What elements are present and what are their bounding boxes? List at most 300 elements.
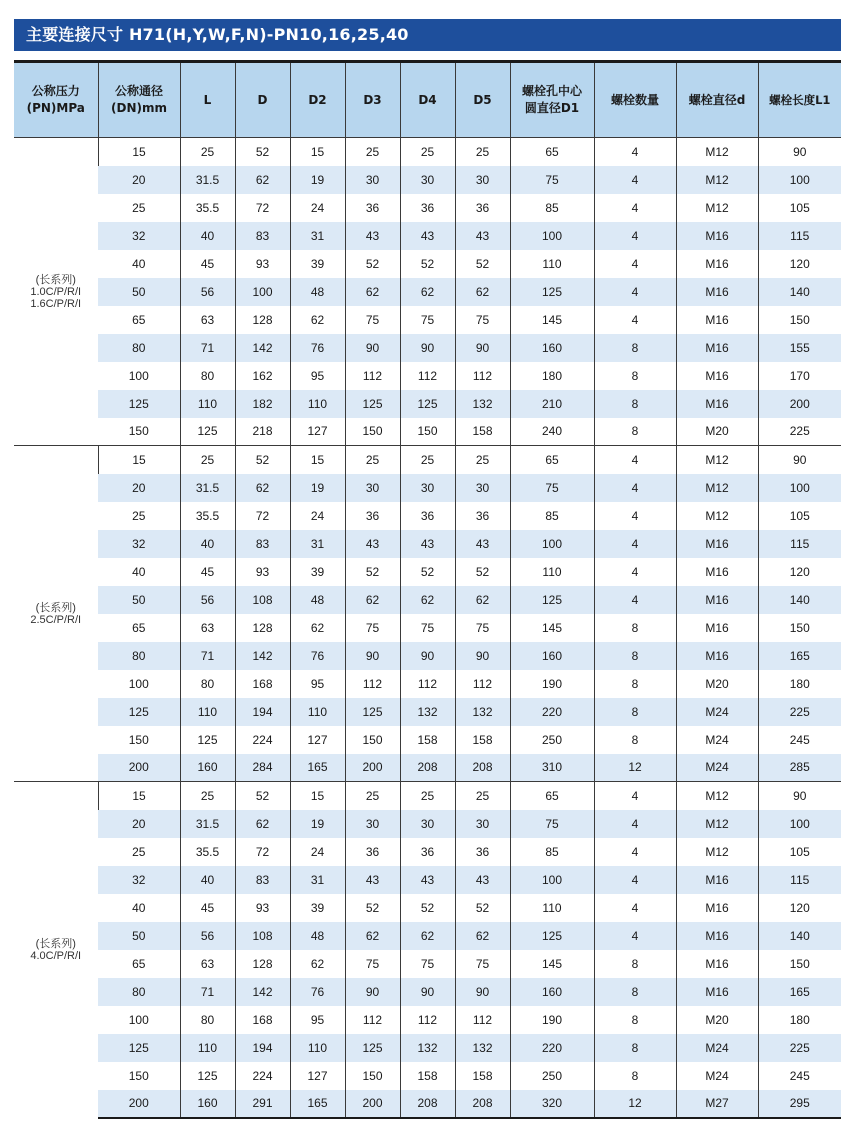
cell-L: 125 [180, 1062, 235, 1090]
table-row [14, 754, 841, 782]
cell-D2: 76 [290, 334, 345, 362]
cell-bolt-dia: M16 [676, 894, 758, 922]
cell-D: 108 [235, 922, 290, 950]
cell-D3: 30 [345, 474, 400, 502]
cell-D3: 150 [345, 1062, 400, 1090]
cell-D5: 132 [455, 698, 510, 726]
cell-D5: 132 [455, 1034, 510, 1062]
cell-bolt-dia: M20 [676, 670, 758, 698]
cell-bolt-len: 100 [758, 810, 841, 838]
cell-D2: 95 [290, 670, 345, 698]
cell-D3: 200 [345, 754, 400, 782]
cell-L: 25 [180, 446, 235, 474]
cell-D3: 75 [345, 614, 400, 642]
pressure-group-label [14, 782, 98, 1118]
table-row [14, 250, 841, 278]
cell-D: 62 [235, 810, 290, 838]
cell-D2: 15 [290, 446, 345, 474]
table-row [14, 558, 841, 586]
cell-bolt-dia: M16 [676, 222, 758, 250]
cell-dn: 32 [132, 872, 146, 887]
cell-D3: 112 [345, 670, 400, 698]
cell-D5: 43 [455, 222, 510, 250]
cell-bolt-dia: M16 [676, 642, 758, 670]
cell-dn: 15 [98, 782, 180, 810]
cell-bolt-len: 100 [758, 474, 841, 502]
cell-bolt-len: 225 [758, 418, 841, 446]
cell-L: 80 [180, 1006, 235, 1034]
cell-L: 56 [180, 922, 235, 950]
cell-D5: 25 [455, 138, 510, 166]
cell-bolt-dia: M12 [676, 838, 758, 866]
header-dn: 公称通径 (DN)mm [98, 62, 180, 138]
cell-bolt-dia: M20 [676, 418, 758, 446]
cell-bolt-dia: M16 [676, 978, 758, 1006]
cell-D5: 158 [455, 1062, 510, 1090]
cell-D4: 158 [400, 1062, 455, 1090]
cell-dn: 40 [132, 564, 146, 579]
cell-D2: 95 [290, 362, 345, 390]
table-row [14, 474, 841, 502]
cell-D: 72 [235, 194, 290, 222]
cell-D4: 43 [400, 222, 455, 250]
cell-D4: 112 [400, 1006, 455, 1034]
cell-L: 45 [180, 558, 235, 586]
cell-D: 284 [235, 754, 290, 782]
cell-L: 31.5 [180, 810, 235, 838]
cell-D4: 36 [400, 194, 455, 222]
table-row [14, 838, 841, 866]
cell-L: 110 [180, 698, 235, 726]
cell-D5: 30 [455, 810, 510, 838]
cell-bolt-qty: 4 [594, 278, 676, 306]
cell-D5: 90 [455, 978, 510, 1006]
cell-D5: 75 [455, 306, 510, 334]
cell-D3: 36 [345, 194, 400, 222]
cell-D3: 112 [345, 1006, 400, 1034]
cell-L: 63 [180, 950, 235, 978]
header-bolt-dia: 螺栓直径d [676, 62, 758, 138]
cell-D2: 31 [290, 866, 345, 894]
cell-D4: 25 [400, 782, 455, 810]
table-body [14, 138, 841, 1118]
cell-dn: 125 [128, 396, 149, 411]
cell-D4: 62 [400, 922, 455, 950]
cell-D2: 19 [290, 166, 345, 194]
cell-bolt-qty: 4 [594, 530, 676, 558]
cell-D4: 25 [400, 138, 455, 166]
cell-bolt-len: 115 [758, 866, 841, 894]
cell-D4: 62 [400, 278, 455, 306]
table-row [14, 950, 841, 978]
cell-D: 108 [235, 586, 290, 614]
cell-dn: 20 [132, 172, 146, 187]
cell-D5: 158 [455, 418, 510, 446]
cell-D5: 43 [455, 530, 510, 558]
pressure-label-line: 1.6C/P/R/I [30, 297, 82, 310]
cell-D5: 62 [455, 586, 510, 614]
cell-D4: 132 [400, 698, 455, 726]
cell-L: 160 [180, 1090, 235, 1118]
cell-dn: 150 [128, 424, 149, 439]
cell-L: 80 [180, 670, 235, 698]
cell-D5: 62 [455, 922, 510, 950]
cell-D: 168 [235, 1006, 290, 1034]
cell-D2: 48 [290, 922, 345, 950]
cell-dn: 50 [132, 928, 146, 943]
cell-dn: 125 [128, 1040, 149, 1055]
cell-D1: 250 [510, 1062, 594, 1090]
cell-D5: 36 [455, 194, 510, 222]
cell-D1: 190 [510, 1006, 594, 1034]
cell-bolt-qty: 8 [594, 390, 676, 418]
cell-L: 35.5 [180, 838, 235, 866]
cell-bolt-len: 90 [758, 446, 841, 474]
cell-bolt-qty: 8 [594, 670, 676, 698]
cell-bolt-len: 100 [758, 166, 841, 194]
cell-D3: 200 [345, 1090, 400, 1118]
cell-D3: 75 [345, 306, 400, 334]
cell-D2: 62 [290, 950, 345, 978]
cell-bolt-dia: M16 [676, 586, 758, 614]
cell-bolt-dia: M16 [676, 558, 758, 586]
cell-D: 93 [235, 558, 290, 586]
cell-dn: 65 [132, 956, 146, 971]
cell-bolt-dia: M12 [676, 446, 758, 474]
cell-D4: 30 [400, 166, 455, 194]
cell-bolt-len: 165 [758, 642, 841, 670]
cell-D3: 52 [345, 894, 400, 922]
cell-D5: 62 [455, 278, 510, 306]
cell-bolt-qty: 4 [594, 866, 676, 894]
cell-D2: 39 [290, 250, 345, 278]
cell-D2: 31 [290, 222, 345, 250]
cell-D5: 132 [455, 390, 510, 418]
cell-D2: 48 [290, 278, 345, 306]
cell-dn: 15 [98, 138, 180, 166]
cell-D1: 85 [510, 194, 594, 222]
cell-dn: 15 [98, 446, 180, 474]
cell-D3: 125 [345, 1034, 400, 1062]
cell-D3: 36 [345, 502, 400, 530]
cell-bolt-dia: M16 [676, 334, 758, 362]
cell-D1: 210 [510, 390, 594, 418]
cell-D2: 19 [290, 474, 345, 502]
cell-L: 45 [180, 894, 235, 922]
table-row [14, 586, 841, 614]
cell-bolt-len: 245 [758, 1062, 841, 1090]
cell-D: 162 [235, 362, 290, 390]
cell-bolt-dia: M16 [676, 530, 758, 558]
cell-D3: 43 [345, 866, 400, 894]
cell-dn: 25 [132, 844, 146, 859]
cell-bolt-dia: M16 [676, 306, 758, 334]
cell-D: 194 [235, 698, 290, 726]
cell-D1: 65 [510, 138, 594, 166]
cell-bolt-len: 150 [758, 306, 841, 334]
cell-bolt-len: 295 [758, 1090, 841, 1118]
pressure-label-line: 2.5C/P/R/I [30, 613, 82, 626]
cell-D4: 75 [400, 306, 455, 334]
cell-D5: 158 [455, 726, 510, 754]
cell-D2: 127 [290, 726, 345, 754]
cell-D1: 100 [510, 866, 594, 894]
cell-D1: 160 [510, 334, 594, 362]
cell-D1: 85 [510, 502, 594, 530]
cell-D4: 52 [400, 894, 455, 922]
cell-bolt-qty: 8 [594, 726, 676, 754]
cell-bolt-dia: M12 [676, 502, 758, 530]
cell-L: 160 [180, 754, 235, 782]
cell-L: 31.5 [180, 474, 235, 502]
cell-D2: 15 [290, 138, 345, 166]
pressure-group-label [14, 138, 98, 446]
cell-D1: 100 [510, 222, 594, 250]
cell-bolt-qty: 8 [594, 642, 676, 670]
cell-D1: 125 [510, 586, 594, 614]
cell-D: 142 [235, 978, 290, 1006]
cell-bolt-dia: M16 [676, 278, 758, 306]
table-row [14, 782, 841, 810]
cell-D3: 112 [345, 362, 400, 390]
cell-D3: 125 [345, 390, 400, 418]
cell-L: 125 [180, 418, 235, 446]
cell-bolt-dia: M16 [676, 390, 758, 418]
cell-L: 63 [180, 614, 235, 642]
cell-bolt-dia: M12 [676, 166, 758, 194]
cell-bolt-qty: 8 [594, 950, 676, 978]
cell-bolt-qty: 4 [594, 474, 676, 502]
cell-D2: 76 [290, 642, 345, 670]
cell-D1: 110 [510, 250, 594, 278]
cell-D2: 31 [290, 530, 345, 558]
cell-D4: 52 [400, 250, 455, 278]
cell-D1: 160 [510, 978, 594, 1006]
cell-L: 31.5 [180, 166, 235, 194]
cell-D2: 24 [290, 502, 345, 530]
header-pn: 公称压力 (PN)MPa [14, 62, 98, 138]
cell-D: 62 [235, 166, 290, 194]
cell-D1: 160 [510, 642, 594, 670]
cell-L: 125 [180, 726, 235, 754]
cell-D: 128 [235, 950, 290, 978]
cell-D1: 320 [510, 1090, 594, 1118]
cell-L: 56 [180, 278, 235, 306]
cell-L: 71 [180, 334, 235, 362]
cell-D2: 110 [290, 390, 345, 418]
cell-D2: 110 [290, 698, 345, 726]
cell-D2: 19 [290, 810, 345, 838]
cell-D3: 43 [345, 222, 400, 250]
table-row [14, 194, 841, 222]
cell-D4: 75 [400, 950, 455, 978]
cell-bolt-dia: M12 [676, 194, 758, 222]
cell-bolt-qty: 4 [594, 250, 676, 278]
table-row [14, 446, 841, 474]
cell-bolt-qty: 8 [594, 614, 676, 642]
cell-D2: 95 [290, 1006, 345, 1034]
cell-D5: 25 [455, 782, 510, 810]
cell-bolt-dia: M24 [676, 754, 758, 782]
cell-D3: 150 [345, 418, 400, 446]
cell-bolt-qty: 4 [594, 446, 676, 474]
cell-D: 83 [235, 530, 290, 558]
cell-D1: 65 [510, 446, 594, 474]
cell-dn: 20 [132, 480, 146, 495]
cell-D5: 112 [455, 362, 510, 390]
cell-L: 35.5 [180, 502, 235, 530]
cell-bolt-qty: 8 [594, 1062, 676, 1090]
cell-D3: 150 [345, 726, 400, 754]
cell-D: 142 [235, 642, 290, 670]
cell-D: 128 [235, 306, 290, 334]
table-row [14, 138, 841, 166]
table-row [14, 278, 841, 306]
pressure-label-line: 1.0C/P/R/I [30, 285, 82, 298]
cell-dn: 150 [128, 1068, 149, 1083]
cell-D1: 180 [510, 362, 594, 390]
cell-bolt-qty: 8 [594, 362, 676, 390]
pressure-label-line: (长系列) [35, 601, 76, 614]
cell-L: 45 [180, 250, 235, 278]
cell-D: 93 [235, 250, 290, 278]
cell-bolt-dia: M12 [676, 782, 758, 810]
cell-D3: 25 [345, 446, 400, 474]
cell-bolt-len: 120 [758, 558, 841, 586]
cell-bolt-qty: 12 [594, 754, 676, 782]
cell-D4: 62 [400, 586, 455, 614]
table-row [14, 306, 841, 334]
cell-bolt-len: 115 [758, 530, 841, 558]
cell-D4: 208 [400, 1090, 455, 1118]
cell-D5: 208 [455, 1090, 510, 1118]
cell-D1: 75 [510, 474, 594, 502]
cell-bolt-qty: 8 [594, 1034, 676, 1062]
cell-D2: 165 [290, 754, 345, 782]
cell-bolt-qty: 4 [594, 194, 676, 222]
cell-D1: 145 [510, 950, 594, 978]
cell-bolt-len: 225 [758, 698, 841, 726]
cell-D5: 30 [455, 166, 510, 194]
cell-D5: 30 [455, 474, 510, 502]
cell-bolt-len: 140 [758, 278, 841, 306]
cell-D1: 220 [510, 698, 594, 726]
table-row [14, 810, 841, 838]
cell-bolt-qty: 4 [594, 138, 676, 166]
dimension-table [14, 60, 841, 1119]
cell-D: 142 [235, 334, 290, 362]
cell-dn: 100 [128, 368, 149, 383]
cell-dn: 65 [132, 620, 146, 635]
cell-bolt-qty: 8 [594, 1006, 676, 1034]
cell-dn: 80 [132, 984, 146, 999]
table-row [14, 222, 841, 250]
cell-dn: 65 [132, 312, 146, 327]
cell-bolt-qty: 8 [594, 418, 676, 446]
cell-D3: 75 [345, 950, 400, 978]
cell-D3: 36 [345, 838, 400, 866]
cell-D4: 36 [400, 502, 455, 530]
cell-L: 40 [180, 530, 235, 558]
cell-dn: 100 [128, 1012, 149, 1027]
cell-bolt-len: 180 [758, 1006, 841, 1034]
cell-D4: 90 [400, 642, 455, 670]
table-row [14, 1006, 841, 1034]
cell-D: 224 [235, 1062, 290, 1090]
cell-D5: 52 [455, 558, 510, 586]
cell-bolt-dia: M16 [676, 922, 758, 950]
cell-D: 224 [235, 726, 290, 754]
header-D4: D4 [400, 62, 455, 138]
cell-bolt-dia: M16 [676, 250, 758, 278]
cell-L: 40 [180, 222, 235, 250]
cell-bolt-dia: M20 [676, 1006, 758, 1034]
cell-D: 52 [235, 782, 290, 810]
cell-bolt-qty: 8 [594, 334, 676, 362]
cell-bolt-len: 105 [758, 502, 841, 530]
table-row [14, 978, 841, 1006]
cell-D3: 30 [345, 166, 400, 194]
cell-D1: 190 [510, 670, 594, 698]
cell-D5: 75 [455, 950, 510, 978]
cell-bolt-qty: 4 [594, 558, 676, 586]
table-row [14, 866, 841, 894]
cell-bolt-qty: 4 [594, 782, 676, 810]
cell-bolt-dia: M24 [676, 726, 758, 754]
pressure-group-label [14, 446, 98, 782]
cell-D4: 36 [400, 838, 455, 866]
cell-D5: 90 [455, 334, 510, 362]
cell-dn: 50 [132, 284, 146, 299]
cell-D1: 75 [510, 810, 594, 838]
cell-D4: 112 [400, 362, 455, 390]
header-bolt-qty: 螺栓数量 [594, 62, 676, 138]
cell-D5: 52 [455, 894, 510, 922]
cell-D3: 52 [345, 558, 400, 586]
cell-bolt-len: 180 [758, 670, 841, 698]
cell-L: 71 [180, 642, 235, 670]
cell-bolt-dia: M12 [676, 474, 758, 502]
cell-D3: 25 [345, 782, 400, 810]
table-row [14, 614, 841, 642]
cell-D3: 90 [345, 642, 400, 670]
cell-bolt-dia: M24 [676, 1062, 758, 1090]
cell-D: 182 [235, 390, 290, 418]
cell-bolt-dia: M16 [676, 362, 758, 390]
cell-D: 52 [235, 138, 290, 166]
table-row [14, 1034, 841, 1062]
cell-bolt-len: 90 [758, 782, 841, 810]
cell-D5: 112 [455, 1006, 510, 1034]
cell-D2: 24 [290, 194, 345, 222]
cell-D2: 39 [290, 894, 345, 922]
cell-D: 218 [235, 418, 290, 446]
cell-D2: 62 [290, 614, 345, 642]
cell-bolt-dia: M27 [676, 1090, 758, 1118]
table-row [14, 390, 841, 418]
table-row [14, 530, 841, 558]
table-row [14, 502, 841, 530]
cell-bolt-qty: 4 [594, 306, 676, 334]
cell-D: 128 [235, 614, 290, 642]
cell-D4: 30 [400, 810, 455, 838]
cell-dn: 150 [128, 732, 149, 747]
cell-D: 72 [235, 838, 290, 866]
cell-dn: 125 [128, 704, 149, 719]
table-row [14, 894, 841, 922]
cell-D1: 220 [510, 1034, 594, 1062]
cell-dn: 32 [132, 536, 146, 551]
